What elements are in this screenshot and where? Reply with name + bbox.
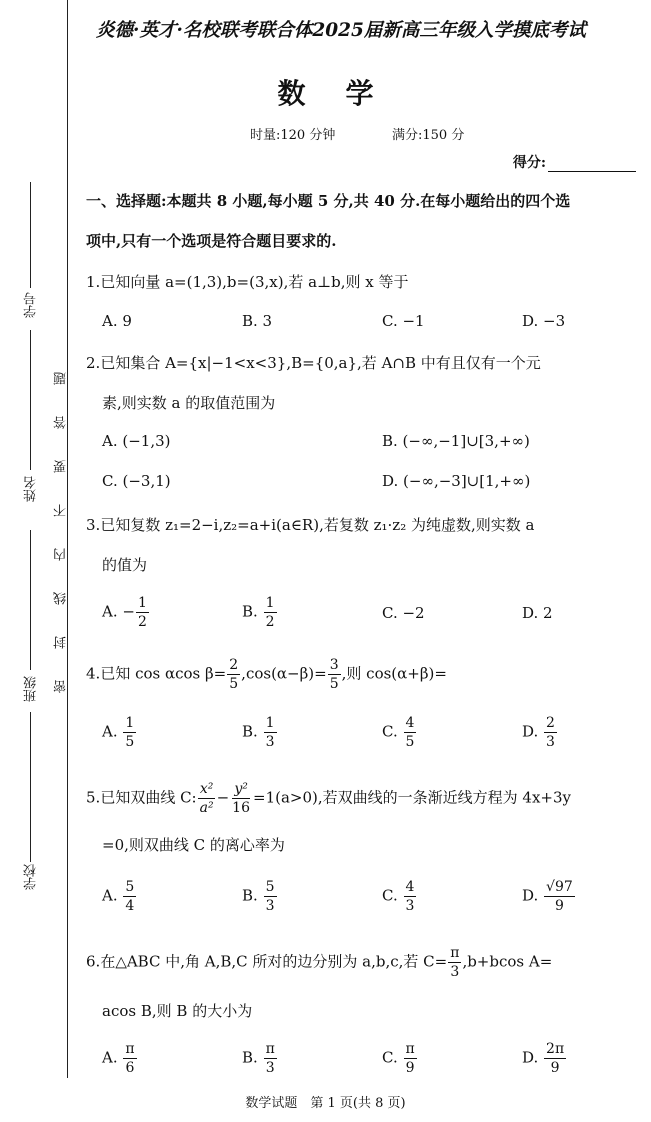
option-label: D. bbox=[522, 722, 539, 741]
question-number: 2. bbox=[86, 354, 101, 372]
q4-option-c[interactable] bbox=[382, 716, 417, 749]
q2-option-a[interactable]: A. (−1,3) bbox=[102, 432, 171, 450]
option-label: B. bbox=[242, 602, 258, 621]
question-stem: ,则 cos(α+β)= bbox=[341, 664, 447, 683]
q1-option-c[interactable]: C. −1 bbox=[382, 312, 425, 330]
q4-option-a[interactable] bbox=[102, 716, 137, 749]
fraction bbox=[227, 658, 240, 691]
seal-char: 密 bbox=[54, 680, 69, 693]
seal-char: 不 bbox=[54, 504, 69, 517]
q5-option-d[interactable] bbox=[522, 880, 576, 913]
q3-option-c[interactable]: C. −2 bbox=[382, 604, 425, 622]
minus-sign: − bbox=[216, 788, 230, 807]
q6-option-a[interactable] bbox=[102, 1042, 138, 1075]
denominator: 9 bbox=[550, 1060, 560, 1076]
q6-option-c[interactable] bbox=[382, 1042, 418, 1075]
denominator: 2 bbox=[265, 614, 275, 630]
q6-option-d[interactable] bbox=[522, 1042, 567, 1075]
binding-margin-line bbox=[67, 0, 68, 1078]
denominator: 3 bbox=[450, 964, 460, 980]
school-blank bbox=[30, 712, 31, 862]
class-label: 班级 bbox=[24, 676, 39, 702]
numerator: 1 bbox=[125, 715, 135, 731]
question-number: 6. bbox=[86, 952, 101, 971]
fraction bbox=[123, 1042, 136, 1075]
question-stem: ,b+bcos A= bbox=[462, 952, 553, 971]
question-number: 1. bbox=[86, 273, 101, 291]
seal-char: 封 bbox=[54, 636, 69, 649]
numerator: π bbox=[450, 945, 460, 961]
numerator: 1 bbox=[137, 595, 147, 611]
denominator: 2 bbox=[137, 614, 147, 630]
fraction bbox=[544, 880, 575, 913]
question-stem: 已知 cos αcos β= bbox=[100, 664, 227, 683]
option-label: C. bbox=[382, 722, 398, 741]
option-label: B. bbox=[242, 886, 258, 905]
fraction bbox=[448, 946, 461, 979]
numerator: 5 bbox=[265, 879, 275, 895]
numerator: 2 bbox=[546, 715, 555, 731]
class-blank bbox=[30, 530, 31, 670]
numerator: 1 bbox=[265, 595, 275, 611]
seal-char: 答 bbox=[54, 416, 69, 429]
q3-option-a[interactable] bbox=[102, 596, 150, 629]
denominator: 5 bbox=[229, 676, 239, 692]
q2-option-d[interactable]: D. (−∞,−3]∪[1,+∞) bbox=[382, 472, 531, 490]
student-id-label: 学号 bbox=[24, 292, 39, 318]
subject-title: 数学 bbox=[277, 77, 414, 110]
question-5-line1 bbox=[86, 782, 571, 815]
fraction bbox=[264, 1042, 277, 1075]
question-6-line1 bbox=[86, 946, 552, 979]
q4-option-b[interactable] bbox=[242, 716, 278, 749]
question-stem: 已知复数 z₁=2−i,z₂=a+i(a∈R),若复数 z₁·z₂ 为纯虚数,则实数 a bbox=[100, 516, 535, 534]
school-label: 学校 bbox=[24, 864, 39, 890]
option-sign: − bbox=[122, 602, 135, 621]
option-label: D. bbox=[522, 1048, 539, 1067]
q1-option-a[interactable]: A. 9 bbox=[102, 312, 132, 330]
denominator: 16 bbox=[232, 800, 250, 816]
fraction bbox=[404, 716, 417, 749]
question-stem: ,cos(α−β)= bbox=[241, 664, 327, 683]
denominator: 6 bbox=[125, 1060, 135, 1076]
question-number: 4. bbox=[86, 664, 101, 683]
denominator: 3 bbox=[405, 898, 415, 914]
q5-option-c[interactable] bbox=[382, 880, 417, 913]
numerator: 2π bbox=[546, 1041, 565, 1057]
section-heading-line1: 一、选择题:本题共 8 小题,每小题 5 分,共 40 分.在每小题给出的四个选 bbox=[86, 192, 571, 210]
question-stem: 已知集合 A={x|−1<x<3},B={0,a},若 A∩B 中有且仅有一个元 bbox=[100, 354, 541, 372]
exam-header-title: 炎德·英才·名校联考联合体2025届新高三年级入学摸底考试 bbox=[96, 20, 586, 41]
option-label: B. bbox=[242, 722, 258, 741]
option-label: A. bbox=[102, 602, 118, 621]
question-stem: 在△ABC 中,角 A,B,C 所对的边分别为 a,b,c,若 C= bbox=[100, 952, 448, 971]
denominator: 9 bbox=[405, 1060, 415, 1076]
numerator: x² bbox=[199, 781, 214, 797]
denominator: 5 bbox=[329, 676, 339, 692]
question-5-line2: =0,则双曲线 C 的离心率为 bbox=[102, 836, 285, 854]
question-4 bbox=[86, 658, 447, 691]
fraction bbox=[198, 782, 216, 815]
score-label: 得分: bbox=[512, 155, 546, 171]
q3-option-b[interactable] bbox=[242, 596, 278, 629]
fraction bbox=[230, 782, 252, 815]
denominator: 3 bbox=[265, 898, 275, 914]
q6-option-b[interactable] bbox=[242, 1042, 278, 1075]
seal-char: 要 bbox=[54, 460, 69, 473]
seal-char: 线 bbox=[54, 592, 69, 605]
question-6-line2: acos B,则 B 的大小为 bbox=[102, 1002, 253, 1020]
fraction bbox=[264, 596, 277, 629]
numerator: 3 bbox=[329, 657, 339, 673]
question-stem: =1(a>0),若双曲线的一条渐近线方程为 4x+3y bbox=[253, 788, 571, 807]
option-label: D. bbox=[522, 886, 539, 905]
denominator: 5 bbox=[125, 734, 135, 750]
option-label: A. bbox=[102, 1048, 118, 1067]
fraction bbox=[544, 716, 557, 749]
denominator: 3 bbox=[265, 734, 275, 750]
seal-char: 题 bbox=[54, 372, 69, 385]
q5-option-b[interactable] bbox=[242, 880, 278, 913]
question-number: 5. bbox=[86, 788, 101, 807]
question-stem: 已知双曲线 C: bbox=[100, 788, 197, 807]
fraction bbox=[136, 596, 149, 629]
page-footer: 数学试题 第 1 页(共 8 页) bbox=[245, 1096, 406, 1111]
numerator: y² bbox=[234, 781, 248, 797]
denominator: 3 bbox=[265, 1060, 275, 1076]
numerator: √97 bbox=[546, 879, 573, 895]
numerator: π bbox=[265, 1041, 275, 1057]
question-2-line2: 素,则实数 a 的取值范围为 bbox=[102, 394, 276, 412]
option-label: B. bbox=[242, 1048, 258, 1067]
fraction bbox=[264, 880, 277, 913]
q2-option-c[interactable]: C. (−3,1) bbox=[102, 472, 171, 490]
fraction bbox=[328, 658, 341, 691]
fraction bbox=[264, 716, 277, 749]
denominator: a² bbox=[199, 800, 214, 816]
score-field bbox=[513, 152, 636, 172]
name-blank bbox=[30, 330, 31, 470]
name-label: 姓名 bbox=[24, 476, 39, 502]
q2-option-b[interactable]: B. (−∞,−1]∪[3,+∞) bbox=[382, 432, 530, 450]
numerator: 4 bbox=[405, 879, 415, 895]
question-number: 3. bbox=[86, 516, 101, 534]
question-2-line1 bbox=[86, 352, 541, 373]
full-score: 满分:150 分 bbox=[392, 128, 465, 143]
q3-option-d[interactable]: D. 2 bbox=[522, 604, 553, 622]
time-limit: 时量:120 分钟 bbox=[250, 128, 336, 143]
denominator: 3 bbox=[546, 734, 555, 750]
student-id-blank bbox=[30, 182, 31, 288]
q4-option-d[interactable] bbox=[522, 716, 558, 749]
score-blank[interactable] bbox=[548, 157, 636, 172]
numerator: 2 bbox=[229, 657, 239, 673]
denominator: 9 bbox=[554, 898, 564, 914]
numerator: π bbox=[405, 1041, 415, 1057]
fraction bbox=[404, 1042, 417, 1075]
numerator: 5 bbox=[125, 879, 135, 895]
numerator: 1 bbox=[265, 715, 275, 731]
option-label: A. bbox=[102, 886, 118, 905]
fraction bbox=[123, 880, 136, 913]
fraction bbox=[544, 1042, 566, 1075]
option-label: C. bbox=[382, 886, 398, 905]
q1-option-d[interactable]: D. −3 bbox=[522, 312, 566, 330]
section-heading-line2: 项中,只有一个选项是符合题目要求的. bbox=[86, 232, 337, 250]
question-1 bbox=[86, 271, 409, 292]
q1-option-b[interactable]: B. 3 bbox=[242, 312, 273, 330]
question-3-line1 bbox=[86, 514, 534, 535]
question-stem: 已知向量 a=(1,3),b=(3,x),若 a⊥b,则 x 等于 bbox=[100, 273, 409, 291]
numerator: π bbox=[125, 1041, 135, 1057]
fraction bbox=[123, 716, 136, 749]
denominator: 4 bbox=[125, 898, 135, 914]
question-3-line2: 的值为 bbox=[102, 556, 148, 574]
option-label: C. bbox=[382, 1048, 398, 1067]
option-label: A. bbox=[102, 722, 118, 741]
fraction bbox=[404, 880, 417, 913]
q5-option-a[interactable] bbox=[102, 880, 137, 913]
numerator: 4 bbox=[405, 715, 415, 731]
denominator: 5 bbox=[405, 734, 415, 750]
seal-char: 内 bbox=[54, 548, 69, 561]
